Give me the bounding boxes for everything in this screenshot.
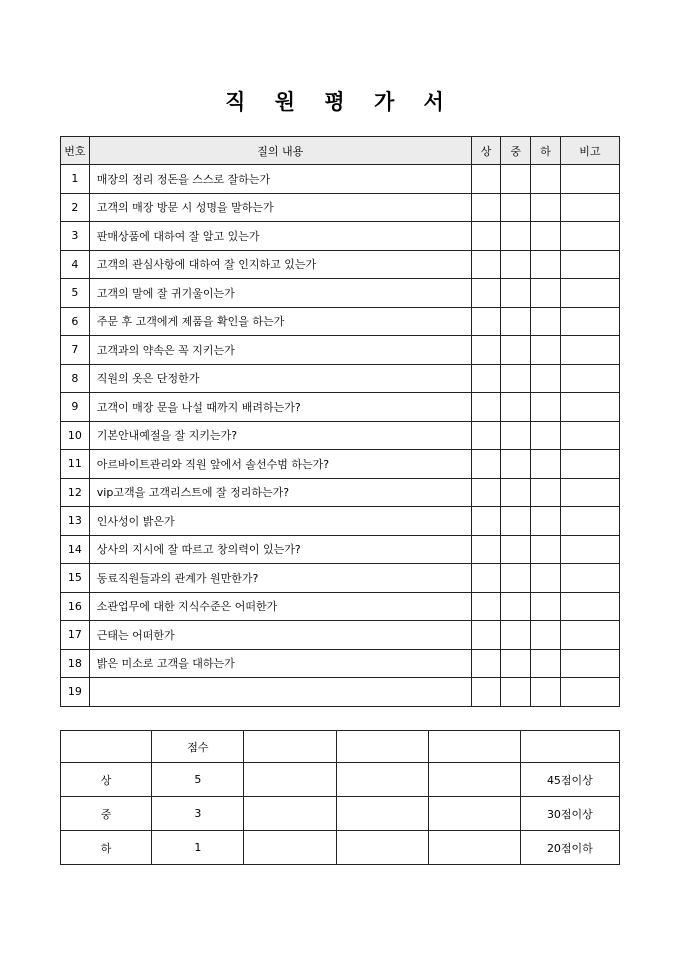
- row-question: 판매상품에 대하여 잘 알고 있는가: [89, 222, 471, 251]
- score-blank-cell: [428, 731, 520, 763]
- rating-mid-cell[interactable]: [501, 165, 531, 194]
- evaluation-table: [60, 136, 620, 707]
- rating-mid-cell[interactable]: [501, 336, 531, 365]
- row-number: 4: [61, 250, 90, 279]
- evaluation-row: [61, 222, 620, 251]
- score-blank-cell: [244, 797, 336, 831]
- evaluation-row: [61, 336, 620, 365]
- note-cell[interactable]: [560, 507, 619, 536]
- score-value: 3: [152, 797, 244, 831]
- rating-low-cell[interactable]: [531, 592, 561, 621]
- score-header-row: [61, 731, 620, 763]
- rating-low-cell[interactable]: [531, 621, 561, 650]
- rating-high-cell[interactable]: [471, 307, 501, 336]
- note-cell[interactable]: [560, 165, 619, 194]
- row-number: 1: [61, 165, 90, 194]
- rating-high-cell[interactable]: [471, 336, 501, 365]
- row-number: 5: [61, 279, 90, 308]
- rating-mid-cell[interactable]: [501, 250, 531, 279]
- rating-mid-cell[interactable]: [501, 592, 531, 621]
- row-number: 8: [61, 364, 90, 393]
- note-cell[interactable]: [560, 222, 619, 251]
- row-question: 주문 후 고객에게 제품을 확인을 하는가: [89, 307, 471, 336]
- evaluation-row: [61, 621, 620, 650]
- note-cell[interactable]: [560, 649, 619, 678]
- score-blank-cell: [244, 731, 336, 763]
- rating-high-cell[interactable]: [471, 250, 501, 279]
- row-number: 13: [61, 507, 90, 536]
- rating-low-cell[interactable]: [531, 678, 561, 707]
- rating-mid-cell[interactable]: [501, 393, 531, 422]
- evaluation-row: [61, 450, 620, 479]
- score-header-label: 점수: [152, 731, 244, 763]
- rating-high-cell[interactable]: [471, 165, 501, 194]
- row-number: 15: [61, 564, 90, 593]
- score-blank-cell: [520, 731, 619, 763]
- rating-high-cell[interactable]: [471, 564, 501, 593]
- rating-low-cell[interactable]: [531, 336, 561, 365]
- row-question: 고객과의 약속은 꼭 지키는가: [89, 336, 471, 365]
- rating-high-cell[interactable]: [471, 450, 501, 479]
- evaluation-row: [61, 193, 620, 222]
- score-blank-cell: [244, 831, 336, 865]
- score-blank-cell: [428, 763, 520, 797]
- score-row: [61, 797, 620, 831]
- note-cell[interactable]: [560, 279, 619, 308]
- rating-mid-cell[interactable]: [501, 364, 531, 393]
- header-low: 하: [531, 137, 561, 165]
- row-question: 고객이 매장 문을 나설 때까지 배려하는가?: [89, 393, 471, 422]
- row-number: 6: [61, 307, 90, 336]
- note-cell[interactable]: [560, 621, 619, 650]
- rating-low-cell[interactable]: [531, 535, 561, 564]
- row-number: 19: [61, 678, 90, 707]
- row-question: 소관업무에 대한 지식수준은 어떠한가: [89, 592, 471, 621]
- row-question: 인사성이 밝은가: [89, 507, 471, 536]
- score-grade: 상: [61, 763, 152, 797]
- rating-low-cell[interactable]: [531, 507, 561, 536]
- note-cell[interactable]: [560, 478, 619, 507]
- row-number: 7: [61, 336, 90, 365]
- evaluation-row: [61, 678, 620, 707]
- rating-high-cell[interactable]: [471, 535, 501, 564]
- rating-high-cell[interactable]: [471, 592, 501, 621]
- score-header-blank: [61, 731, 152, 763]
- evaluation-row: [61, 307, 620, 336]
- score-blank-cell: [336, 831, 428, 865]
- rating-mid-cell[interactable]: [501, 621, 531, 650]
- rating-low-cell[interactable]: [531, 193, 561, 222]
- note-cell[interactable]: [560, 450, 619, 479]
- row-number: 3: [61, 222, 90, 251]
- evaluation-row: [61, 535, 620, 564]
- rating-low-cell[interactable]: [531, 421, 561, 450]
- row-question: 밝은 미소로 고객을 대하는가: [89, 649, 471, 678]
- rating-mid-cell[interactable]: [501, 450, 531, 479]
- rating-high-cell[interactable]: [471, 421, 501, 450]
- evaluation-row: [61, 592, 620, 621]
- note-cell[interactable]: [560, 250, 619, 279]
- rating-mid-cell[interactable]: [501, 421, 531, 450]
- note-cell[interactable]: [560, 564, 619, 593]
- row-question: 매장의 정리 정돈을 스스로 잘하는가: [89, 165, 471, 194]
- evaluation-row: [61, 279, 620, 308]
- score-table: [60, 730, 620, 865]
- rating-low-cell[interactable]: [531, 564, 561, 593]
- header-number: 번호: [61, 137, 90, 165]
- rating-low-cell[interactable]: [531, 222, 561, 251]
- row-question: 근태는 어떠한가: [89, 621, 471, 650]
- rating-mid-cell[interactable]: [501, 222, 531, 251]
- row-question: 고객의 관심사항에 대하여 잘 인지하고 있는가: [89, 250, 471, 279]
- row-number: 11: [61, 450, 90, 479]
- rating-low-cell[interactable]: [531, 279, 561, 308]
- note-cell[interactable]: [560, 592, 619, 621]
- rating-mid-cell[interactable]: [501, 478, 531, 507]
- score-value: 1: [152, 831, 244, 865]
- note-cell[interactable]: [560, 193, 619, 222]
- note-cell[interactable]: [560, 336, 619, 365]
- rating-low-cell[interactable]: [531, 250, 561, 279]
- row-question: 상사의 지시에 잘 따르고 창의력이 있는가?: [89, 535, 471, 564]
- score-row: [61, 831, 620, 865]
- evaluation-row: [61, 165, 620, 194]
- rating-low-cell[interactable]: [531, 649, 561, 678]
- rating-low-cell[interactable]: [531, 364, 561, 393]
- rating-mid-cell[interactable]: [501, 307, 531, 336]
- rating-mid-cell[interactable]: [501, 678, 531, 707]
- score-value: 5: [152, 763, 244, 797]
- note-cell[interactable]: [560, 421, 619, 450]
- score-grade: 하: [61, 831, 152, 865]
- note-cell[interactable]: [560, 364, 619, 393]
- score-blank-cell: [336, 797, 428, 831]
- score-blank-cell: [336, 763, 428, 797]
- row-number: 12: [61, 478, 90, 507]
- row-number: 18: [61, 649, 90, 678]
- score-blank-cell: [244, 763, 336, 797]
- row-question: 고객의 매장 방문 시 성명을 말하는가: [89, 193, 471, 222]
- rating-high-cell[interactable]: [471, 193, 501, 222]
- rating-high-cell[interactable]: [471, 678, 501, 707]
- row-number: 16: [61, 592, 90, 621]
- rating-high-cell[interactable]: [471, 393, 501, 422]
- evaluation-header-row: [61, 137, 620, 165]
- rating-high-cell[interactable]: [471, 364, 501, 393]
- header-high: 상: [471, 137, 501, 165]
- row-number: 9: [61, 393, 90, 422]
- evaluation-row: [61, 564, 620, 593]
- row-question: vip고객을 고객리스트에 잘 정리하는가?: [89, 478, 471, 507]
- row-question: 동료직원들과의 관계가 원만한가?: [89, 564, 471, 593]
- evaluation-row: [61, 421, 620, 450]
- header-note: 비고: [560, 137, 619, 165]
- score-threshold: 20점이하: [520, 831, 619, 865]
- row-number: 14: [61, 535, 90, 564]
- row-question: 기본안내예절을 잘 지키는가?: [89, 421, 471, 450]
- evaluation-row: [61, 649, 620, 678]
- rating-low-cell[interactable]: [531, 478, 561, 507]
- evaluation-row: [61, 393, 620, 422]
- row-number: 10: [61, 421, 90, 450]
- score-blank-cell: [336, 731, 428, 763]
- header-question: 질의 내용: [89, 137, 471, 165]
- rating-high-cell[interactable]: [471, 478, 501, 507]
- rating-mid-cell[interactable]: [501, 507, 531, 536]
- score-blank-cell: [428, 831, 520, 865]
- rating-mid-cell[interactable]: [501, 279, 531, 308]
- evaluation-row: [61, 507, 620, 536]
- row-question: [89, 678, 471, 707]
- score-grade: 중: [61, 797, 152, 831]
- score-threshold: 30점이상: [520, 797, 619, 831]
- rating-low-cell[interactable]: [531, 165, 561, 194]
- row-number: 2: [61, 193, 90, 222]
- score-blank-cell: [428, 797, 520, 831]
- rating-mid-cell[interactable]: [501, 535, 531, 564]
- evaluation-row: [61, 250, 620, 279]
- row-question: 직원의 옷은 단정한가: [89, 364, 471, 393]
- document-title: 직 원 평 가 서: [225, 89, 455, 114]
- rating-high-cell[interactable]: [471, 621, 501, 650]
- rating-mid-cell[interactable]: [501, 564, 531, 593]
- rating-high-cell[interactable]: [471, 649, 501, 678]
- header-mid: 중: [501, 137, 531, 165]
- row-question: 아르바이트관리와 직원 앞에서 솔선수범 하는가?: [89, 450, 471, 479]
- rating-low-cell[interactable]: [531, 450, 561, 479]
- note-cell[interactable]: [560, 535, 619, 564]
- rating-high-cell[interactable]: [471, 279, 501, 308]
- score-threshold: 45점이상: [520, 763, 619, 797]
- rating-high-cell[interactable]: [471, 222, 501, 251]
- rating-mid-cell[interactable]: [501, 649, 531, 678]
- evaluation-row: [61, 478, 620, 507]
- row-question: 고객의 말에 잘 귀기울이는가: [89, 279, 471, 308]
- note-cell[interactable]: [560, 393, 619, 422]
- evaluation-row: [61, 364, 620, 393]
- rating-high-cell[interactable]: [471, 507, 501, 536]
- rating-mid-cell[interactable]: [501, 193, 531, 222]
- score-row: [61, 763, 620, 797]
- rating-low-cell[interactable]: [531, 393, 561, 422]
- rating-low-cell[interactable]: [531, 307, 561, 336]
- note-cell[interactable]: [560, 678, 619, 707]
- row-number: 17: [61, 621, 90, 650]
- note-cell[interactable]: [560, 307, 619, 336]
